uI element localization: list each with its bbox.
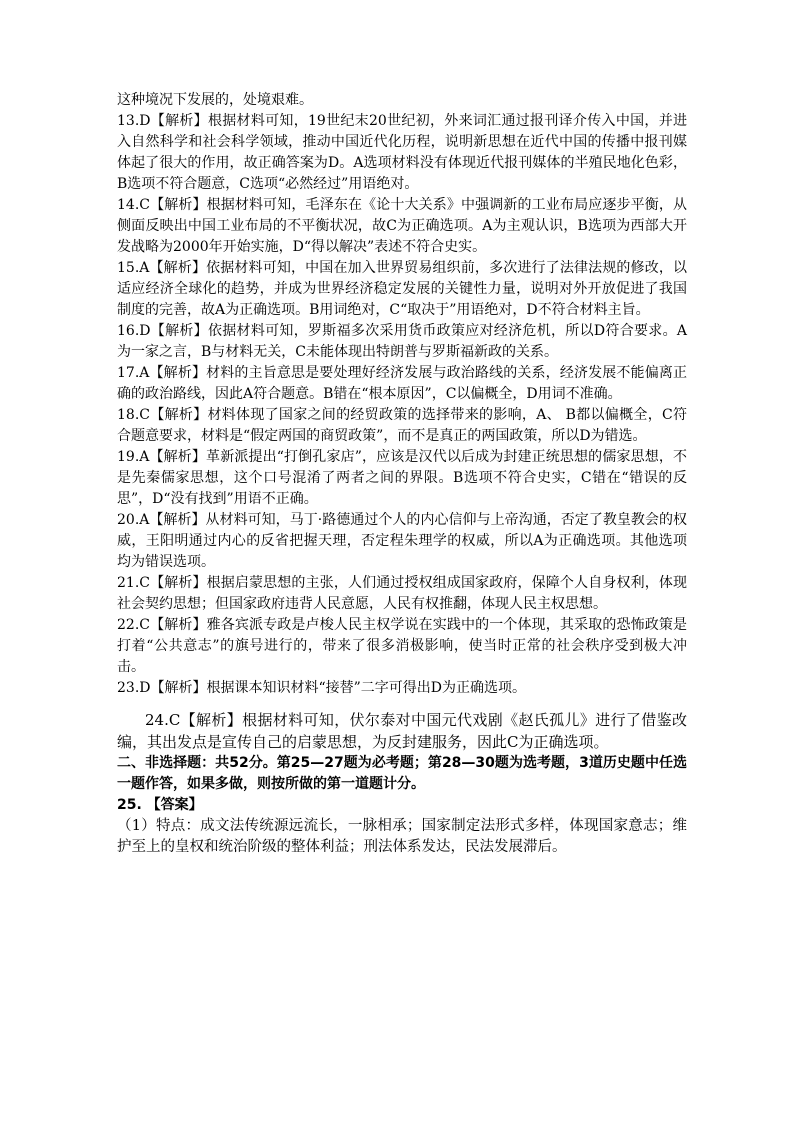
answer-14: 14.C【解析】根据材料可知，毛泽东在《论十大关系》中强调新的工业布局应逐步平衡，从侧面反映出中国工业布局的不平衡状况，故C为正确选项。A为主观认识，B选项为西部大开发战略为2000年开始实施，D“得以解决”表述不符合史实。: [117, 197, 687, 255]
answer-23: 23.D【解析】根据课本知识材料“接替”二字可得出D为正确选项。: [117, 680, 527, 696]
answer-18: 18.C【解析】材料体现了国家之间的经贸政策的选择带来的影响，A、 B都以偏概全，C符合题意要求，材料是“假定两国的商贸政策”，而不是真正的两国政策，所以D为错选。: [117, 407, 687, 444]
answer-17: 17.A【解析】材料的主旨意思是要处理好经济发展与政治路线的关系，经济发展不能偏离正确的政治路线，因此A符合题意。B错在“根本原因”，C以偏概全，D用词不准确。: [117, 365, 687, 402]
answer-24: 24.C【解析】根据材料可知，伏尔泰对中国元代戏剧《赵氏孤儿》进行了借鉴改编，其出发点是宣传自己的启蒙思想，为反封建服务，因此C为正确选项。: [117, 711, 687, 751]
document-page: [117, 90, 687, 858]
section-2-heading: 二、非选择题：共52分。第25—27题为必考题；第28—30题为选考题，3道历史题中任选一题作答，如果多做，则按所做的第一道题计分。: [117, 755, 687, 792]
question-25-heading: 25. 【答案】: [117, 797, 203, 813]
question-25-answer: （1）特点：成文法传统源远流长，一脉相承；国家制定法形式多样，体现国家意志；维护至上的皇权和统治阶级的整体利益；刑法体系发达，民法发展滞后。: [117, 818, 687, 855]
answer-16: 16.D【解析】依据材料可知，罗斯福多次采用货币政策应对经济危机，所以D符合要求。A为一家之言，B与材料无关，C未能体现出特朗普与罗斯福新政的关系。: [117, 323, 687, 360]
answer-22: 22.C【解析】雅各宾派专政是卢梭人民主权学说在实践中的一个体现，其采取的恐怖政策是打着“公共意志”的旗号进行的，带来了很多消极影响，使当时正常的社会秩序受到极大冲击。: [117, 617, 687, 675]
answer-13: 13.D【解析】根据材料可知，19世纪末20世纪初，外来词汇通过报刊译介传入中国，并进入自然科学和社会科学领域，推动中国近代化历程，说明新思想在近代中国的传播中报刊媒体起了很大的作用，故正确答案为D。A选项材料没有体现近代报刊媒体的半殖民地化色彩，B选项不符合题意，C选项“必然经过”用语绝对。: [117, 113, 687, 192]
answer-19: 19.A【解析】革新派提出“打倒孔家店”，应该是汉代以后成为封建正统思想的儒家思想，不是先秦儒家思想，这个口号混淆了两者之间的界限。B选项不符合史实，C错在“错误的反思”，D“没有找到”用语不正确。: [117, 449, 687, 507]
answer-21: 21.C【解析】根据启蒙思想的主张，人们通过授权组成国家政府，保障个人自身权利，体现社会契约思想；但国家政府违背人民意愿，人民有权推翻，体现人民主权思想。: [117, 575, 687, 612]
answer-15: 15.A【解析】依据材料可知，中国在加入世界贸易组织前，多次进行了法律法规的修改，以适应经济全球化的趋势，并成为世界经济稳定发展的关键性力量，说明对外开放促进了我国制度的完善，故A为正确选项。B用词绝对，C“取决于”用语绝对，D不符合材料主旨。: [117, 260, 687, 318]
answer-20: 20.A【解析】从材料可知，马丁·路德通过个人的内心信仰与上帝沟通，否定了教皇教会的权威，王阳明通过内心的反省把握天理，否定程朱理学的权威，所以A为正确选项。其他选项均为错误选项。: [117, 512, 687, 570]
intro-line: 这种境况下发展的，处境艰难。: [117, 92, 313, 108]
